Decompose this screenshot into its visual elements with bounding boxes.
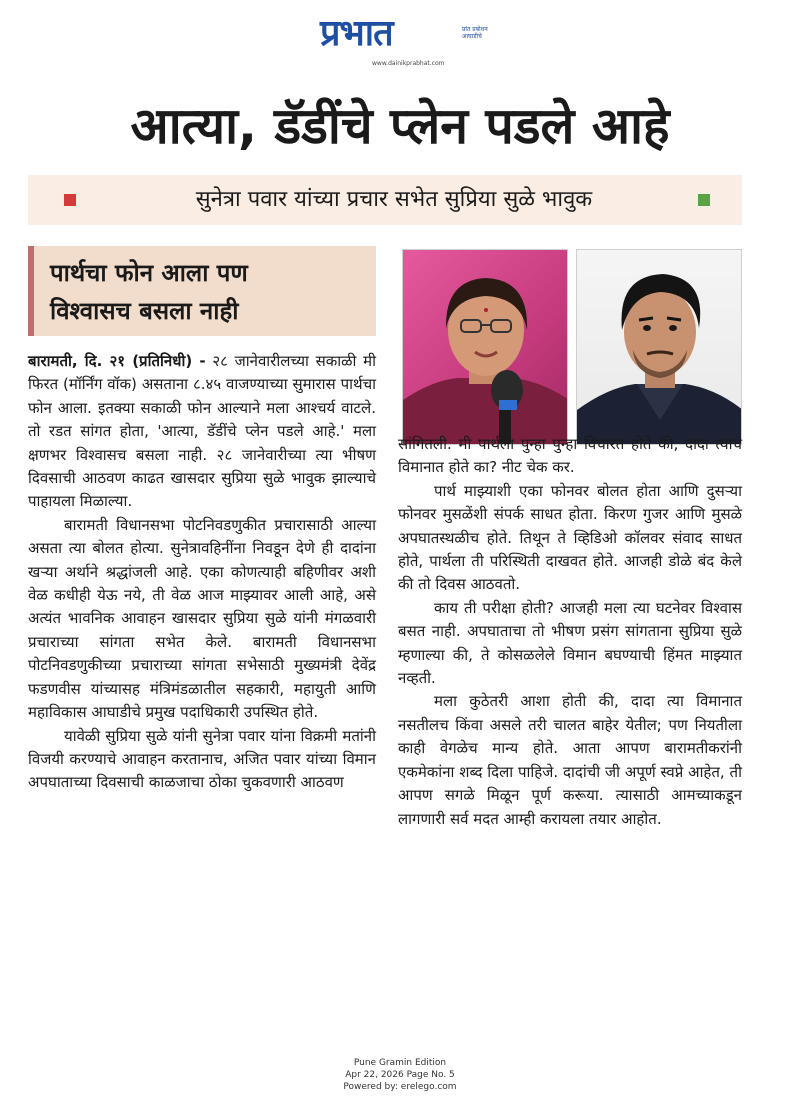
paragraph-5: पार्थ माझ्याशी एका फोनवर बोलत होता आणि दुसऱ्या फोनवर मुसळेंशी संपर्क साधत होता. किरण गुजर आणि मुसळे अपघातस्थळीच होते. तिथून ते व्हिडिओ कॉलवर संवाद साधत होते, पार्थला ती परिस्थिती दाखवत होते. आजही डोळे बंद केले की तो दिवस आठवतो. — [398, 481, 742, 594]
paragraph-4: सांगितली. मी पार्थला पुन्हा पुन्हा विचारत होते की, दादा त्याच विमानात होते का? नीट चेक कर. — [398, 435, 742, 477]
man-portrait-photo-icon — [577, 250, 742, 445]
logo-tagline: प्रांत प्रबोधन आघाडीचे — [462, 26, 488, 40]
powered-by-link[interactable]: Powered by: erelego.com — [343, 1082, 457, 1092]
main-headline: आत्या, डॅडींचे प्लेन पडले आहे — [130, 97, 670, 155]
green-square-bullet-icon — [698, 194, 710, 206]
date-page-label: Apr 22, 2026 Page No. 5 — [345, 1070, 455, 1080]
box-heading-line-1: पार्थचा फोन आला पण — [50, 259, 248, 287]
newspaper-logo: प्रभात — [320, 13, 393, 54]
box-heading-line-2: विश्वासच बसला नाही — [50, 297, 239, 325]
photo-parth-pawar — [576, 249, 742, 445]
box-heading — [28, 246, 376, 336]
article-column-left — [28, 350, 376, 795]
photo-supriya-sule — [402, 249, 568, 445]
paragraph-1: २८ जानेवारीलच्या सकाळी मी फिरत (मॉर्निंग वॉक) असताना ८.४५ वाजण्याच्या सुमारास पार्थचा फोन आला. इतक्या सकाळी फोन आल्याने मला आश्चर्य वाटले. तो रडत सांगत होता, 'आत्या, डॅडींचे प्लेन पडले आहे.' मला क्षणभर विश्वासच बसला नाही. २८ जानेवारीच्या त्या भीषण दिवसाची आठवण काढत खासदार सुप्रिया सुळे भावुक झाल्याचे पाहायला मिळाल्या. — [28, 352, 376, 511]
paragraph-6: काय ती परीक्षा होती? आजही मला त्या घटनेवर विश्वास बसत नाही. अपघाताचा तो भीषण प्रसंग सांगताना सुप्रिया सुळे म्हणाल्या की, ते कोसळलेले विमान बघण्याची हिंमत माझ्यात नव्हती. — [398, 598, 742, 688]
woman-speaking-photo-icon — [403, 250, 568, 445]
red-square-bullet-icon — [64, 194, 76, 206]
edition-label: Pune Gramin Edition — [353, 1058, 447, 1068]
page-footer — [0, 1057, 800, 1093]
website-url: www.dainikprabhat.com — [372, 60, 445, 67]
masthead — [0, 10, 800, 70]
article-column-right — [398, 433, 742, 831]
dateline: बारामती, दि. २१ (प्रतिनिधी) - — [28, 352, 206, 370]
paragraph-2: बारामती विधानसभा पोटनिवडणुकीत प्रचारासाठी आल्या असता त्या बोलत होत्या. सुनेत्रावहिनींना निवडून देणे ही दादांना खऱ्या अर्थाने श्रद्धांजली आहे. एका कोणत्याही बहिणीवर अशी वेळ कधीही येऊ नये, ती वेळ आज माझ्यावर आली आहे, असे अत्यंत भावनिक आवाहन खासदार सुप्रिया सुळे यांनी मंगळवारी प्रचाराच्या सांगता सभेत केले. बारामती विधानसभा पोटनिवडणुकीच्या प्रचाराच्या सांगता सभेसाठी मुख्यमंत्री देवेंद्र फडणवीस यांच्यासह मंत्रिमंडळातील सहकारी, महायुती आणि महाविकास आघाडीचे प्रमुख पदाधिकारी उपस्थित होते. — [28, 515, 376, 722]
subheadline: सुनेत्रा पवार यांच्या प्रचार सभेत सुप्रिया सुळे भावुक — [195, 187, 593, 212]
subheadline-bar — [28, 175, 742, 225]
paragraph-7: मला कुठेतरी आशा होती की, दादा त्या विमानात नसतीलच किंवा असले तरी चालत बाहेर येतील; पण नियतीला काही वेगळेच मान्य होते. आता आपण बारामतीकरांनी एकमेकांना शब्द दिला पाहिजे. दादांची जी अपूर्ण स्वप्ने आहेत, ती आपण सगळे मिळून पूर्ण करूया. त्यासाठी आमच्याकडून लागणारी सर्व मदत आम्ही करायला तयार आहोत. — [398, 692, 742, 828]
paragraph-3: यावेळी सुप्रिया सुळे यांनी सुनेत्रा पवार यांना विक्रमी मतांनी विजयी करण्याचे आवाहन करतानाच, अजित पवार यांच्या विमान अपघाताच्या दिवसाची काळजाचा ठोका चुकवणारी आठवण — [28, 726, 376, 792]
